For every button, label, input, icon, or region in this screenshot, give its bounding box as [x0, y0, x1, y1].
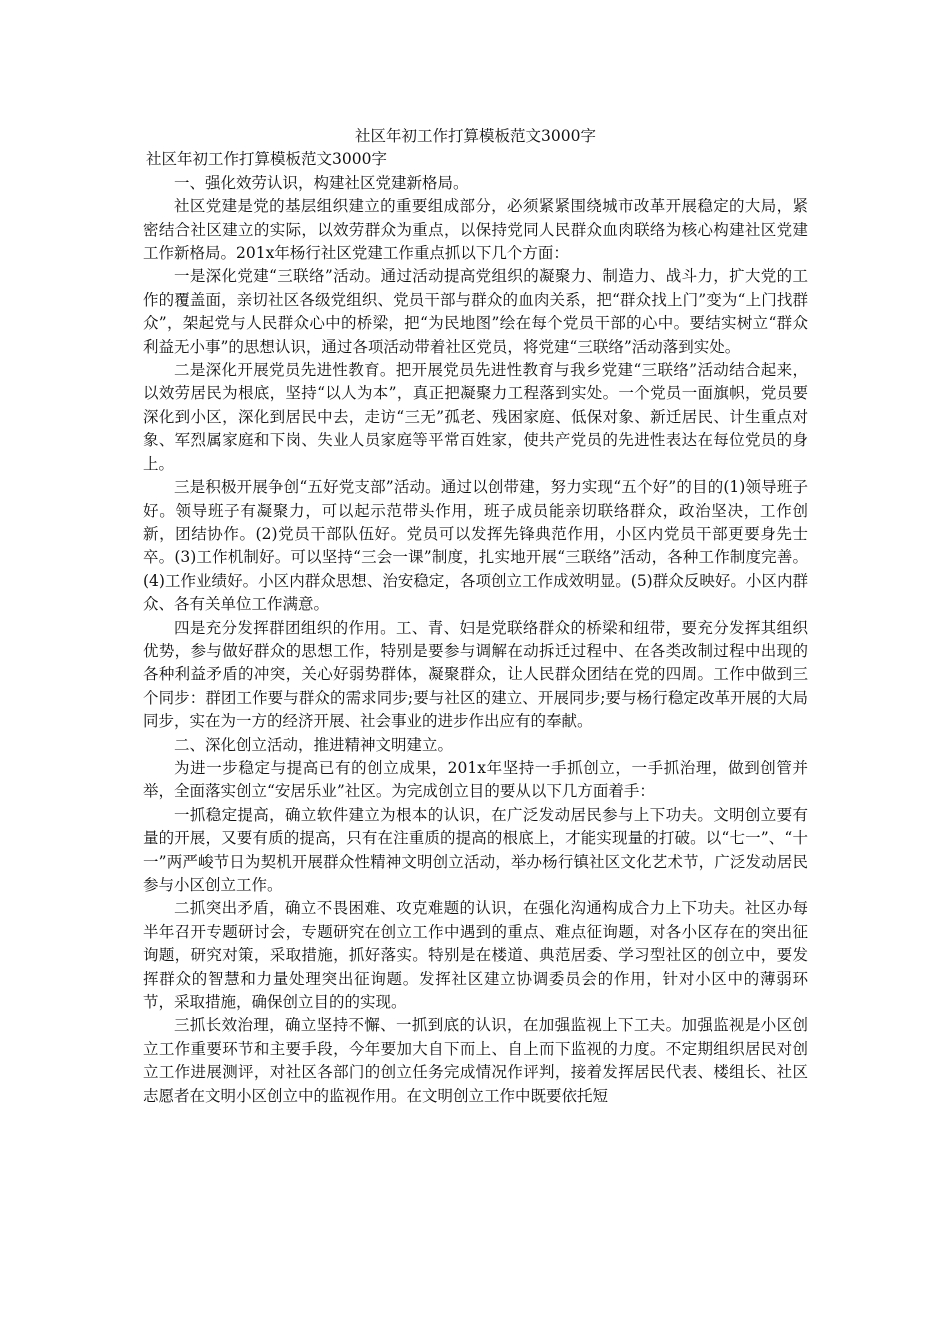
- section-heading-2: 二、深化创立活动，推进精神文明建立。: [174, 735, 454, 754]
- section-heading-1: 一、强化效劳认识，构建社区党建新格局。: [174, 173, 469, 192]
- paragraph: 一是深化党建“三联络”活动。通过活动提高党组织的凝聚力、制造力、战斗力，扩大党的工作的覆盖面，亲切社区各级党组织、党员干部与群众的血肉关系，把“群众找上门”变为“上门找群众”，架起党与人民群众心中的桥梁，把“为民地图”绘在每个党员干部的心中。要结实树立“群众利益无小事”的思想认识，通过各项活动带着社区党员，将党建“三联络”活动落到实处。: [143, 267, 808, 356]
- paragraph: 为进一步稳定与提高已有的创立成果，201x年坚持一手抓创立，一手抓治理，做到创管并举，全面落实创立“安居乐业”社区。为完成创立目的要从以下几方面着手：: [143, 758, 808, 801]
- document-subtitle: 社区年初工作打算模板范文3000字: [146, 150, 387, 169]
- document-body: [143, 125, 808, 1108]
- paragraph: 二是深化开展党员先进性教育。把开展党员先进性教育与我乡党建“三联络”活动结合起来，以效劳居民为根底，坚持“以人为本”，真正把凝聚力工程落到实处。一个党员一面旗帜，党员要深化到小区，深化到居民中去，走访“三无”孤老、残困家庭、低保对象、新迁居民、计生重点对象、军烈属家庭和下岗、失业人员家庭等平常百姓家，使共产党员的先进性表达在每位党员的身上。: [143, 361, 808, 473]
- paragraph: 社区党建是党的基层组织建立的重要组成部分，必须紧紧围绕城市改革开展稳定的大局，紧密结合社区建立的实际，以效劳群众为重点，以保持党同人民群众血肉联络为核心构建社区党建工作新格局。201x年杨行社区党建工作重点抓以下几个方面：: [143, 197, 808, 263]
- paragraph: 三抓长效治理，确立坚持不懈、一抓到底的认识，在加强监视上下工夫。加强监视是小区创立工作重要环节和主要手段，今年要加大自下而上、自上而下监视的力度。不定期组织居民对创立工作进展测评，对社区各部门的创立任务完成情况作评判，接着发挥居民代表、楼组长、社区志愿者在文明小区创立中的监视作用。在文明创立工作中既要依托短: [143, 1016, 808, 1105]
- paragraph: 一抓稳定提高，确立软件建立为根本的认识，在广泛发动居民参与上下功夫。文明创立要有量的开展，又要有质的提高，只有在注重质的提高的根底上，才能实现量的打破。以“七一”、“十一”两严峻节日为契机开展群众性精神文明创立活动，举办杨行镇社区文化艺术节，广泛发动居民参与小区创立工作。: [143, 805, 808, 894]
- document-title: 社区年初工作打算模板范文3000字: [355, 127, 596, 145]
- paragraph: 四是充分发挥群团组织的作用。工、青、妇是党联络群众的桥梁和纽带，要充分发挥其组织优势，参与做好群众的思想工作，特别是要参与调解在动拆迁过程中、在各类改制过程中出现的各种利益矛盾的冲突，关心好弱势群体，凝聚群众，让人民群众团结在党的四周。工作中做到三个同步：群团工作要与群众的需求同步;要与社区的建立、开展同步;要与杨行稳定改革开展的大局同步，实在为一方的经济开展、社会事业的进步作出应有的奉献。: [143, 618, 808, 731]
- paragraph: 三是积极开展争创“五好党支部”活动。通过以创带建，努力实现“五个好”的目的(1)领导班子好。领导班子有凝聚力，可以起示范带头作用，班子成员能亲切联络群众，政治坚决，工作创新，团结协作。(2)党员干部队伍好。党员可以发挥先锋典范作用，小区内党员干部更要身先士卒。(3)工作机制好。可以坚持“三会一课”制度，扎实地开展“三联络”活动，各种工作制度完善。(4)工作业绩好。小区内群众思想、治安稳定，各项创立工作成效明显。(5)群众反映好。小区内群众、各有关单位工作满意。: [143, 478, 808, 614]
- paragraph: 二抓突出矛盾，确立不畏困难、攻克难题的认识，在强化沟通构成合力上下功夫。社区办每半年召开专题研讨会，专题研究在创立工作中遇到的重点、难点征询题，对各小区存在的突出征询题，研究对策，采取措施，抓好落实。特别是在楼道、典范居委、学习型社区的创立中，要发挥群众的智慧和力量处理突出征询题。发挥社区建立协调委员会的作用，针对小区中的薄弱环节，采取措施，确保创立目的的实现。: [143, 899, 808, 1012]
